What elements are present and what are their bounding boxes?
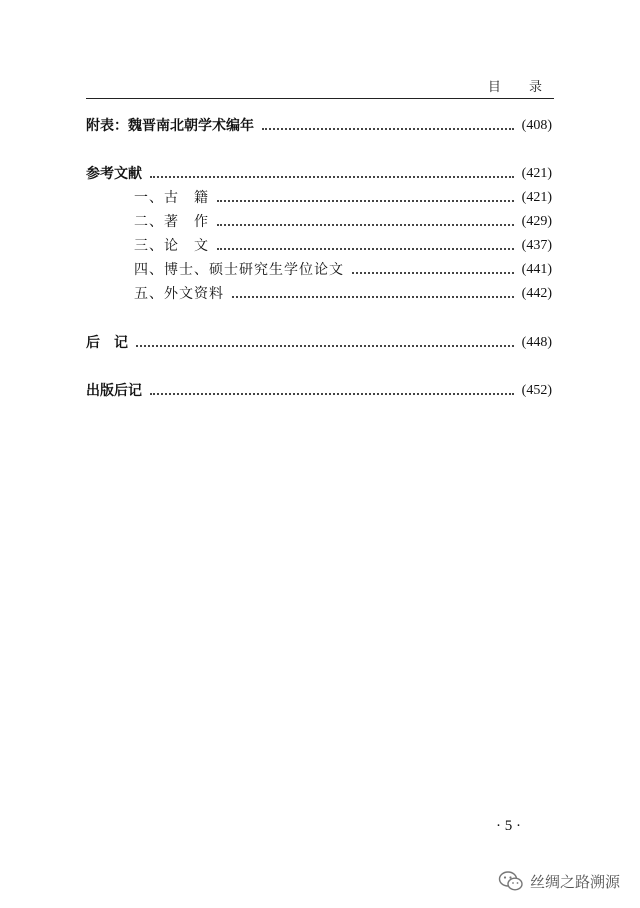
dot-leader (217, 200, 514, 202)
watermark (498, 870, 620, 892)
toc-entry-page: (441) (521, 262, 552, 277)
dot-leader (217, 224, 514, 226)
running-head: 目 录 (487, 80, 554, 95)
dot-leader (262, 128, 514, 130)
dot-leader (136, 345, 514, 347)
toc-entry-title: 一、古 籍 (134, 190, 209, 206)
toc-entry-title: 四、博士、硕士研究生学位论文 (134, 262, 344, 278)
dot-leader (150, 176, 514, 178)
toc-entry-afterword[interactable] (86, 333, 552, 353)
toc-subentry-monographs[interactable] (134, 212, 552, 232)
toc-entry-page: (408) (521, 118, 552, 133)
dot-leader (352, 272, 514, 274)
toc-subentry-articles[interactable] (134, 236, 552, 256)
toc-entry-page: (448) (521, 335, 552, 350)
toc-entry-title: 后 记 (86, 335, 128, 351)
toc-entry-title: 参考文献 (86, 166, 142, 182)
toc-entry-title: 三、论 文 (134, 238, 209, 254)
dot-leader (217, 248, 514, 250)
page-number: · 5 · (496, 818, 521, 834)
toc-entry-page: (429) (521, 214, 552, 229)
wechat-icon (498, 870, 524, 892)
dot-leader (150, 393, 514, 395)
toc-entry-publisher-afterword[interactable] (86, 381, 552, 401)
toc-entry-page: (437) (521, 238, 552, 253)
watermark-text: 丝绸之路溯源 (529, 872, 620, 891)
toc-entry-appendix-table[interactable] (86, 116, 552, 136)
toc-entry-page: (421) (521, 190, 552, 205)
toc-entry-title: 附表：魏晋南北朝学术编年 (86, 118, 254, 134)
toc-entry-title: 二、著 作 (134, 214, 209, 230)
toc-entry-page: (421) (521, 166, 552, 181)
toc-entry-title: 五、外文资料 (134, 286, 224, 302)
header-rule (86, 98, 554, 99)
toc-subentry-foreign-sources[interactable] (134, 284, 552, 304)
toc-subentry-ancient-books[interactable] (134, 188, 552, 208)
toc-entry-page: (442) (521, 286, 552, 301)
toc-entry-references[interactable] (86, 164, 552, 184)
dot-leader (232, 296, 514, 298)
toc-subentry-theses[interactable] (134, 260, 552, 280)
toc-entry-title: 出版后记 (86, 383, 142, 399)
toc-entry-page: (452) (521, 383, 552, 398)
